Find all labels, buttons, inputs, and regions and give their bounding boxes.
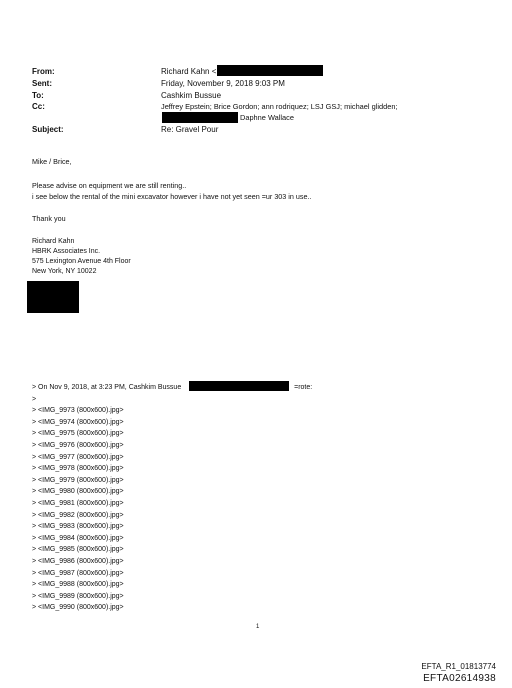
attachment-line: > <IMG_9984 (800x600).jpg>: [32, 534, 124, 542]
quoted-blank-line: >: [32, 395, 37, 403]
cc-value: Jeffrey Epstein; Brice Gordon; ann rodriquez; LSJ GSJ; michael glidden;: [161, 102, 398, 111]
attachment-line: > <IMG_9989 (800x600).jpg>: [32, 592, 124, 600]
attachment-line: > <IMG_9982 (800x600).jpg>: [32, 511, 124, 519]
attachment-list: [32, 405, 312, 614]
quoted-intro-prefix: > On Nov 9, 2018, at 3:23 PM, Cashkim Bussue: [32, 384, 182, 391]
signature: [32, 237, 131, 277]
signature-city: New York, NY 10022: [32, 268, 97, 275]
to-label: To:: [32, 91, 44, 100]
attachment-line: > <IMG_9986 (800x600).jpg>: [32, 557, 124, 565]
attachment-line: > <IMG_9990 (800x600).jpg>: [32, 604, 124, 612]
signature-company: HBRK Associates Inc.: [32, 248, 101, 255]
attachment-line: > <IMG_9977 (800x600).jpg>: [32, 453, 124, 461]
attachment-line: > <IMG_9973 (800x600).jpg>: [32, 407, 124, 415]
quoted-message: [32, 381, 312, 614]
cc-label: Cc:: [32, 102, 45, 111]
attachment-line: > <IMG_9987 (800x600).jpg>: [32, 569, 124, 577]
sent-label: Sent:: [32, 79, 52, 88]
greeting: Mike / Brice,: [32, 157, 72, 166]
page-number: 1: [256, 624, 260, 630]
redaction-box: [217, 65, 323, 76]
attachment-line: > <IMG_9980 (800x600).jpg>: [32, 488, 124, 496]
attachment-line: > <IMG_9975 (800x600).jpg>: [32, 430, 124, 438]
redaction-box: [27, 281, 79, 313]
attachment-line: > <IMG_9974 (800x600).jpg>: [32, 418, 124, 426]
attachment-line: > <IMG_9979 (800x600).jpg>: [32, 476, 124, 484]
attachment-line: > <IMG_9988 (800x600).jpg>: [32, 581, 124, 589]
subject-label: Subject:: [32, 125, 64, 134]
signature-name: Richard Kahn: [32, 238, 75, 245]
signature-address: 575 Lexington Avenue 4th Floor: [32, 258, 131, 265]
subject-value: Re: Gravel Pour: [161, 125, 219, 134]
body-line-1: Please advise on equipment we are still renting..: [32, 181, 187, 190]
sent-value: Friday, November 9, 2018 9:03 PM: [161, 79, 285, 88]
from-label: From:: [32, 67, 55, 76]
body-line-2: i see below the rental of the mini excavator however i have not yet seen =ur 303 in use..: [32, 192, 312, 201]
from-value: Richard Kahn <: [161, 67, 217, 76]
closing: Thank you: [32, 214, 66, 223]
attachment-line: > <IMG_9976 (800x600).jpg>: [32, 441, 124, 449]
attachment-line: > <IMG_9983 (800x600).jpg>: [32, 523, 124, 531]
to-value: Cashkim Bussue: [161, 91, 222, 100]
quoted-intro: [32, 381, 312, 394]
cc-value-2: Daphne Wallace: [240, 113, 294, 122]
quoted-intro-suffix: =rote:: [294, 384, 313, 391]
attachment-line: > <IMG_9985 (800x600).jpg>: [32, 546, 124, 554]
bates-number-2: EFTA02614938: [423, 673, 496, 684]
attachment-line: > <IMG_9978 (800x600).jpg>: [32, 465, 124, 473]
redaction-box: [189, 381, 289, 391]
attachment-line: > <IMG_9981 (800x600).jpg>: [32, 499, 124, 507]
bates-number-1: EFTA_R1_01813774: [421, 662, 496, 671]
redaction-box: [162, 112, 238, 123]
